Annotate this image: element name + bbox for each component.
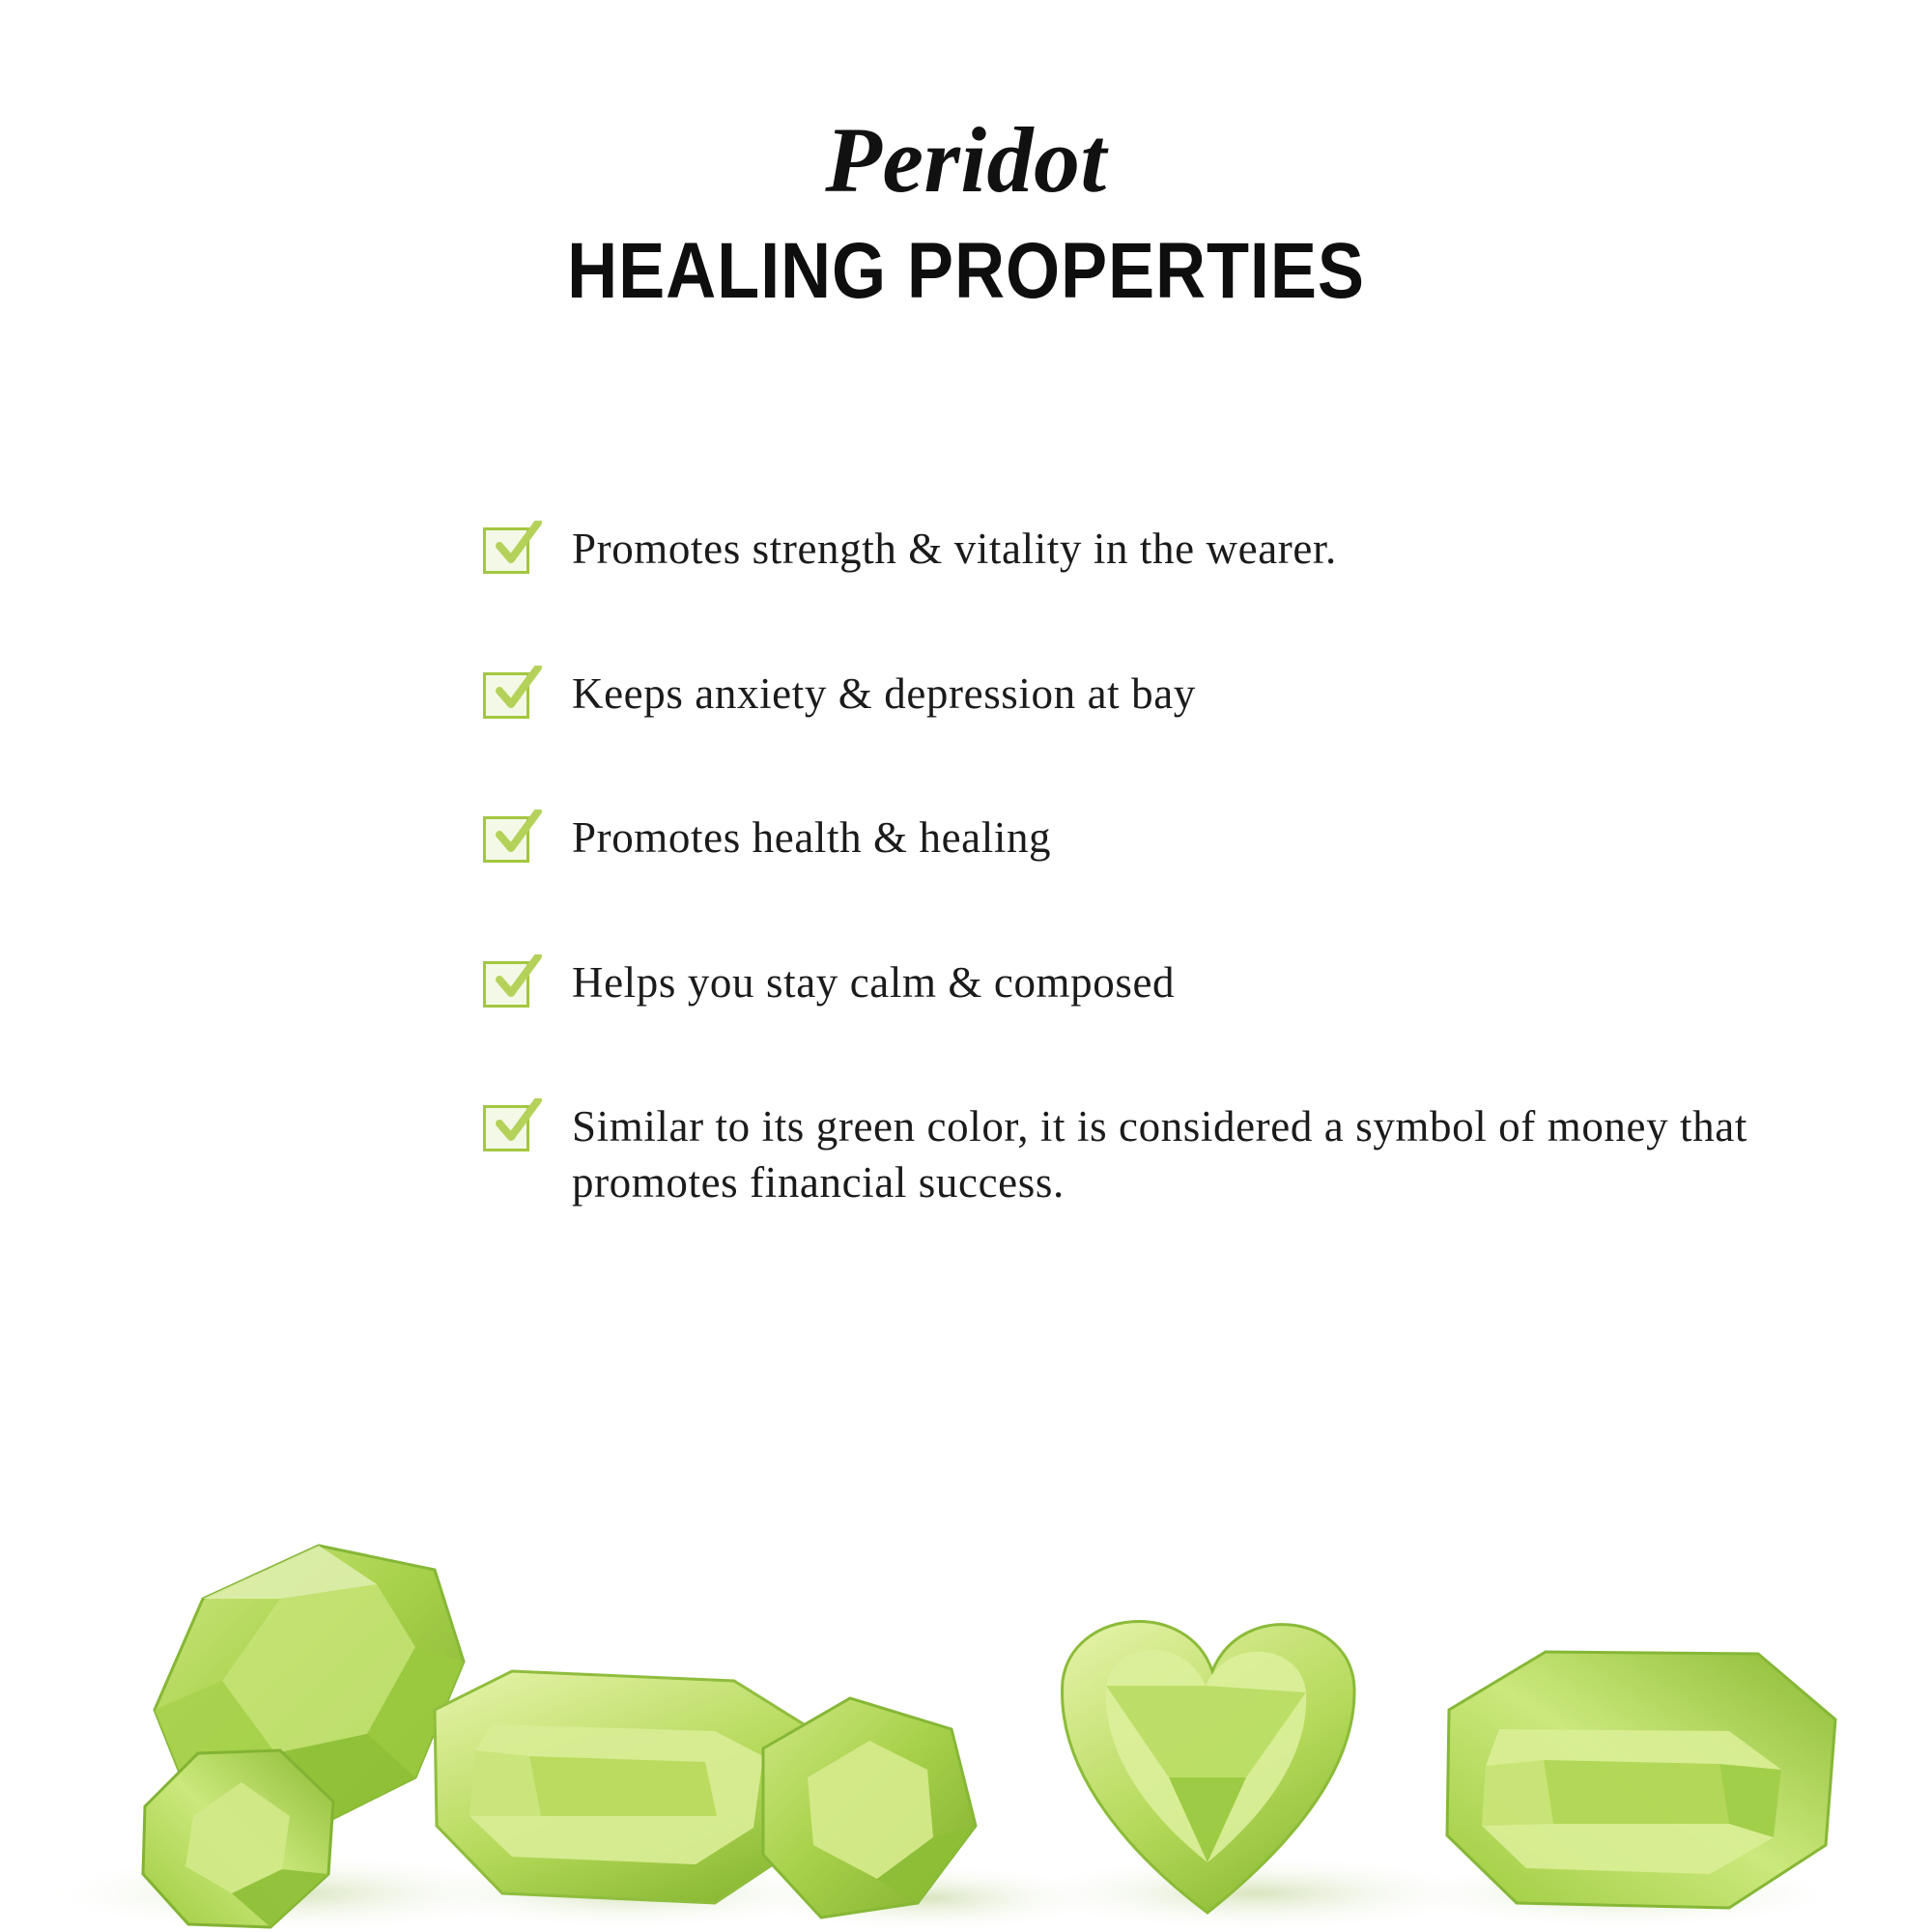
- checkbox-checked-icon: [483, 672, 529, 719]
- gem-square: [1447, 1652, 1835, 1908]
- list-item-label: Promotes health & healing: [572, 813, 1052, 863]
- page-header: [0, 0, 1932, 315]
- checkbox-checked-icon: [483, 961, 529, 1008]
- peridot-gemstones-image: [0, 1391, 1932, 1932]
- list-item: [483, 1099, 1787, 1210]
- list-item: [483, 522, 1787, 578]
- list-item-label: Helps you stay calm & composed: [572, 957, 1176, 1007]
- checkbox-checked-icon: [483, 1105, 529, 1151]
- checkbox-checked-icon: [483, 816, 529, 863]
- list-item: [483, 810, 1787, 867]
- gem-baguette: [435, 1671, 811, 1903]
- page-title: HEALING PROPERTIES: [567, 227, 1365, 315]
- list-item-label: Promotes strength & vitality in the wearer.: [572, 525, 1337, 573]
- checkbox-checked-icon: [483, 527, 529, 574]
- list-item-label: Similar to its green color, it is considered a symbol of money that promotes financial success.: [572, 1102, 1747, 1207]
- healing-properties-list: [483, 522, 1787, 1211]
- list-item-label: Keeps anxiety & depression at bay: [572, 668, 1196, 718]
- page-title-script: Peridot: [825, 108, 1107, 212]
- list-item: [483, 667, 1787, 723]
- list-item: [483, 955, 1787, 1011]
